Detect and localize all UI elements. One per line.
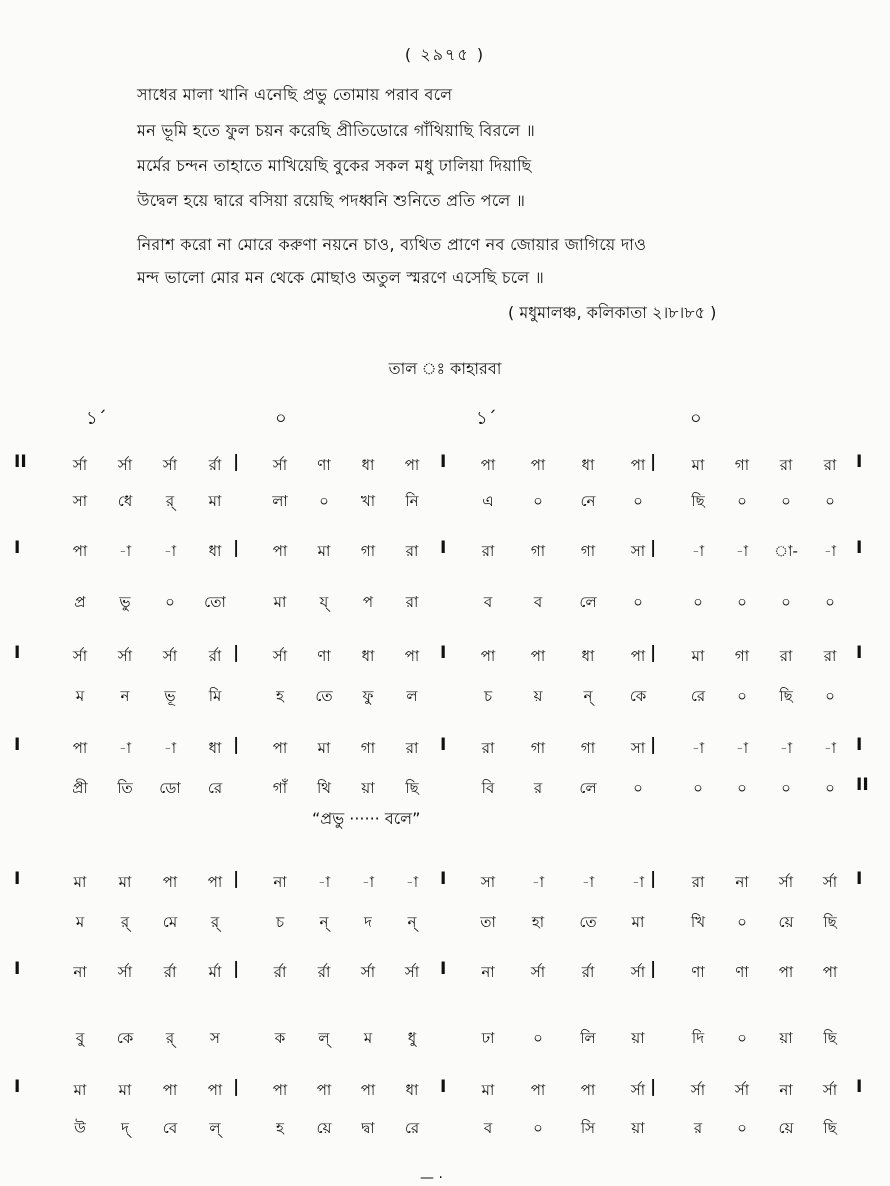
syllable-cell: ০ (825, 593, 835, 611)
syllable-cell: ০ (825, 779, 835, 797)
note-cell: ণা (317, 456, 331, 474)
words-line (28, 1113, 868, 1143)
syllable-cell: রে (690, 687, 706, 705)
syllable-cell: র্ (165, 492, 175, 510)
note-cell: -া (779, 739, 793, 757)
syllable-cell: এ (482, 492, 494, 510)
syllable-cell: র্ (120, 913, 130, 931)
note-cell: সা (630, 739, 646, 757)
note-cell: -া (531, 873, 545, 891)
note-cell: মা (118, 873, 132, 891)
syllable-cell: হা (531, 913, 545, 931)
syllable-cell: লে (579, 593, 597, 611)
note-cell: র্সা (117, 456, 133, 474)
bar-line: I (440, 1077, 447, 1097)
syllable-cell: দ্ (121, 1119, 129, 1137)
syllable-cell: খা (360, 492, 376, 510)
bar-line: I (440, 959, 447, 979)
row-start-bar: I (14, 538, 21, 558)
syllable-cell: ধু (407, 1029, 417, 1047)
syllable-cell: ০ (533, 1029, 543, 1047)
note-cell: -া (118, 739, 132, 757)
bar-line: | (650, 869, 657, 889)
bar-line: | (233, 869, 240, 889)
lyric-line-6: মন্দ ভালো মোর মন থেকে মোছাও অতুল স্মরণে এসেছি চলে ॥ (137, 268, 545, 287)
words-line (28, 587, 868, 617)
note-cell: র্সা (117, 647, 133, 665)
syllable-cell: র (533, 779, 543, 797)
note-cell: -া (581, 873, 595, 891)
row-start-bar: I (14, 643, 21, 663)
bar-line: | (233, 643, 240, 663)
note-cell: ণা (691, 963, 705, 981)
note-cell: র্মা (208, 963, 222, 981)
row-start-bar: I (14, 735, 21, 755)
note-cell: পা (822, 963, 838, 981)
syllable-cell: মা (208, 492, 222, 510)
syllable-cell: রা (405, 593, 419, 611)
bar-line: I (440, 869, 447, 889)
syllable-cell: ০ (781, 779, 791, 797)
syllable-cell: স (210, 1029, 220, 1047)
note-cell: -া (317, 873, 331, 891)
note-cell: সা (630, 542, 646, 560)
syllable-cell: ০ (781, 593, 791, 611)
syllable-cell: ম (363, 1029, 373, 1047)
notes-line (14, 1075, 868, 1105)
syllable-cell: গাঁ (272, 779, 288, 797)
words-line (28, 907, 868, 937)
syllable-cell: য়া (631, 1029, 645, 1047)
note-cell: পা (162, 1081, 178, 1099)
note-cell: রা (481, 739, 495, 757)
syllable-cell: ০ (737, 492, 747, 510)
note-cell: র্সা (404, 963, 420, 981)
syllable-cell: বু (75, 1029, 85, 1047)
syllable-cell: লে (579, 779, 597, 797)
syllable-cell: ল (406, 687, 418, 705)
note-cell: র্রা (208, 647, 222, 665)
note-cell: না (73, 963, 87, 981)
tal-heading: তাল ঃ কাহারবা (388, 359, 502, 378)
words-line (28, 486, 868, 516)
syllable-cell: মা (631, 913, 645, 931)
note-cell: গা (734, 456, 750, 474)
syllable-cell: ০ (737, 779, 747, 797)
bar-line: | (233, 452, 240, 472)
note-cell: পা (404, 647, 420, 665)
syllable-cell: সা (72, 492, 88, 510)
page-bottom-mark: — · (420, 1170, 443, 1186)
note-cell: র্রা (163, 963, 177, 981)
note-cell: -া (735, 739, 749, 757)
syllable-cell: ফু (362, 687, 374, 705)
syllable-cell: ধে (117, 492, 133, 510)
bar-line: I (440, 538, 447, 558)
syllable-cell: ভূ (164, 687, 176, 705)
note-cell: পা (530, 647, 546, 665)
note-cell: ধা (405, 1081, 419, 1099)
note-cell: -া (163, 542, 177, 560)
note-cell: পা (316, 1081, 332, 1099)
page-number: ( ২৯৭৫ ) (404, 45, 486, 64)
syllable-cell: প্র (74, 593, 86, 611)
notes-line (14, 450, 868, 480)
syllable-cell: ব (533, 593, 543, 611)
note-cell: রা (823, 647, 837, 665)
lyric-line-1: সাধের মালা খানি এনেছি প্রভু তোমায় পরাব বলে (137, 85, 453, 104)
lyric-line-5: নিরাশ করো না মোরে করুণা নয়নে চাও, ব্যথিত প্রাণে নব জোয়ার জাগিয়ে দাও (137, 235, 647, 254)
note-cell: ধা (208, 739, 222, 757)
note-cell: র্সা (117, 963, 133, 981)
syllable-cell: ০ (165, 593, 175, 611)
row-start-bar: I (14, 959, 21, 979)
syllable-cell: দ (364, 913, 372, 931)
syllable-cell: বি (481, 779, 495, 797)
bar-line: I (856, 452, 863, 472)
syllable-cell: নে (580, 492, 596, 510)
syllable-cell: সি (580, 1119, 596, 1137)
note-cell: -া (361, 873, 375, 891)
bar-line: | (650, 452, 657, 472)
note-cell: গা (530, 542, 546, 560)
syllable-cell: য়ে (778, 1119, 794, 1137)
note-cell: পা (530, 456, 546, 474)
note-cell: ধা (581, 456, 595, 474)
syllable-cell: ছি (823, 1029, 837, 1047)
syllable-cell: ন্ (583, 687, 593, 705)
note-cell: র্সা (690, 1081, 706, 1099)
notes-line (14, 733, 868, 763)
notes-line (14, 536, 868, 566)
syllable-cell: ০ (533, 1119, 543, 1137)
note-cell: মা (73, 873, 87, 891)
syllable-cell: ব (483, 593, 493, 611)
note-cell: মা (481, 1081, 495, 1099)
note-cell: ধা (581, 647, 595, 665)
note-cell: মা (317, 542, 331, 560)
syllable-cell: ০ (533, 492, 543, 510)
syllable-cell: প্রী (72, 779, 88, 797)
beat-mark-1: ১´ (86, 408, 107, 429)
syllable-cell: য় (533, 687, 543, 705)
note-cell: র্সা (360, 963, 376, 981)
note-cell: গা (530, 739, 546, 757)
note-cell: পা (480, 647, 496, 665)
syllable-cell: ০ (633, 779, 643, 797)
syllable-cell: য়া (361, 779, 375, 797)
words-line (28, 681, 868, 711)
note-cell: পা (272, 1081, 288, 1099)
note-cell: রা (481, 542, 495, 560)
syllable-cell: তে (579, 913, 597, 931)
note-cell: র্সা (162, 456, 178, 474)
note-cell: না (735, 873, 749, 891)
syllable-cell: ন্ (319, 913, 329, 931)
note-cell: র্সা (272, 647, 288, 665)
note-cell: গা (580, 739, 596, 757)
syllable-cell: প (362, 593, 374, 611)
note-cell: পা (72, 739, 88, 757)
syllable-cell: ০ (737, 593, 747, 611)
note-cell: র্রা (273, 963, 287, 981)
bar-line: | (233, 735, 240, 755)
note-cell: ধা (361, 647, 375, 665)
beat-mark-3: ১´ (476, 408, 497, 429)
syllable-cell: তা (480, 913, 496, 931)
syllable-cell: চ (275, 913, 285, 931)
note-cell: ধা (361, 456, 375, 474)
note-cell: ধা (208, 542, 222, 560)
note-cell: পা (162, 873, 178, 891)
note-cell: পা (72, 542, 88, 560)
syllable-cell: লি (580, 1029, 596, 1047)
note-cell: গা (734, 647, 750, 665)
note-cell: -া (691, 739, 705, 757)
bar-line: I (856, 538, 863, 558)
note-cell: না (273, 873, 287, 891)
note-cell: র্সা (530, 963, 546, 981)
note-cell: রা (823, 456, 837, 474)
syllable-cell: য়ে (778, 913, 794, 931)
note-cell: র্সা (72, 456, 88, 474)
note-cell: -া (823, 542, 837, 560)
syllable-cell: বে (162, 1119, 178, 1137)
chorus-marker: “প্রভু ······ বলে” (312, 809, 421, 828)
bar-line: I (856, 869, 863, 889)
note-cell: া- (774, 542, 798, 560)
note-cell: মা (691, 647, 705, 665)
note-cell: সা (480, 873, 496, 891)
syllable-cell: মি (208, 687, 222, 705)
note-cell: র্সা (822, 873, 838, 891)
syllable-cell: ল্ (209, 1119, 221, 1137)
syllable-cell: ০ (825, 492, 835, 510)
note-cell: পা (272, 542, 288, 560)
note-cell: পা (530, 1081, 546, 1099)
notes-line (14, 641, 868, 671)
note-cell: -া (735, 542, 749, 560)
syllable-cell: ০ (319, 492, 329, 510)
syllable-cell: রে (404, 1119, 420, 1137)
note-cell: পা (778, 963, 794, 981)
bar-line: | (233, 1077, 240, 1097)
note-cell: মা (118, 1081, 132, 1099)
bar-line: I (856, 735, 863, 755)
note-cell: রা (691, 873, 705, 891)
bar-line: | (650, 959, 657, 979)
syllable-cell: খি (690, 913, 706, 931)
syllable-cell: ০ (825, 687, 835, 705)
syllable-cell: ০ (737, 913, 747, 931)
syllable-cell: দ্বা (361, 1119, 375, 1137)
syllable-cell: ম (75, 687, 85, 705)
note-cell: গা (360, 739, 376, 757)
note-cell: র্সা (630, 1081, 646, 1099)
syllable-cell: তে (315, 687, 333, 705)
note-cell: পা (404, 456, 420, 474)
syllable-cell: য্ (319, 593, 329, 611)
syllable-cell: য়ে (316, 1119, 332, 1137)
bar-line: | (650, 643, 657, 663)
syllable-cell: ডো (159, 779, 181, 797)
row-end-mark: II (856, 775, 869, 795)
note-cell: -া (405, 873, 419, 891)
syllable-cell: মে (162, 913, 178, 931)
note-cell: পা (630, 647, 646, 665)
bar-line: | (650, 1077, 657, 1097)
note-cell: -া (631, 873, 645, 891)
syllable-cell: তো (204, 593, 226, 611)
bar-line: I (440, 735, 447, 755)
syllable-cell: ক (274, 1029, 286, 1047)
note-cell: ণা (317, 647, 331, 665)
note-cell: র্সা (822, 1081, 838, 1099)
syllable-cell: হ (276, 1119, 284, 1137)
syllable-cell: ন (120, 687, 130, 705)
note-cell: পা (207, 1081, 223, 1099)
note-cell: র্সা (272, 456, 288, 474)
syllable-cell: লা (272, 492, 288, 510)
note-cell: মা (317, 739, 331, 757)
syllable-cell: ন্ (407, 913, 417, 931)
syllable-cell: কে (116, 1029, 134, 1047)
syllable-cell: হ (276, 687, 284, 705)
source-citation: ( মধুমালঞ্চ, কলিকাতা ২।৮।৮৫ ) (508, 303, 717, 322)
syllable-cell: র্ (165, 1029, 175, 1047)
note-cell: ণা (735, 963, 749, 981)
note-cell: পা (480, 456, 496, 474)
syllable-cell: ০ (781, 492, 791, 510)
note-cell: র্সা (630, 963, 646, 981)
note-cell: রা (405, 542, 419, 560)
note-cell: রা (779, 647, 793, 665)
syllable-cell: ব (483, 1119, 493, 1137)
syllable-cell: য়া (779, 1029, 793, 1047)
words-line (28, 1023, 868, 1053)
note-cell: র্রা (317, 963, 331, 981)
syllable-cell: দি (691, 1029, 705, 1047)
syllable-cell: র (693, 1119, 703, 1137)
syllable-cell: ছি (405, 779, 419, 797)
syllable-cell: তি (117, 779, 133, 797)
syllable-cell: নি (405, 492, 419, 510)
beat-mark-2: ০ (275, 408, 287, 429)
syllable-cell: র্ (210, 913, 220, 931)
syllable-cell: কে (629, 687, 647, 705)
note-cell: র্সা (778, 873, 794, 891)
bar-line: I (440, 452, 447, 472)
syllable-cell: মা (273, 593, 287, 611)
syllable-cell: ০ (737, 687, 747, 705)
row-start-bar: II (14, 452, 27, 472)
note-cell: গা (360, 542, 376, 560)
note-cell: র্সা (162, 647, 178, 665)
syllable-cell: থি (316, 779, 331, 797)
syllable-cell: য়া (631, 1119, 645, 1137)
syllable-cell: ০ (633, 593, 643, 611)
note-cell: মা (691, 456, 705, 474)
syllable-cell: রে (207, 779, 223, 797)
lyric-line-4: উদ্বেল হয়ে দ্বারে বসিয়া রয়েছি পদধ্বনি শুনিতে প্রতি পলে ॥ (137, 191, 526, 210)
beat-mark-4: ০ (690, 408, 702, 429)
notes-line (14, 957, 868, 987)
note-cell: রা (779, 456, 793, 474)
syllable-cell: ল্ (318, 1029, 330, 1047)
bar-line: I (856, 1077, 863, 1097)
words-line (28, 773, 868, 803)
syllable-cell: ছি (823, 913, 837, 931)
note-cell: র্রা (581, 963, 595, 981)
bar-line: | (233, 538, 240, 558)
note-cell: -া (823, 739, 837, 757)
note-cell: রা (405, 739, 419, 757)
note-cell: পা (272, 739, 288, 757)
note-cell: -া (691, 542, 705, 560)
note-cell: না (481, 963, 495, 981)
lyric-line-3: মর্মের চন্দন তাহাতে মাখিয়েছি বুকের সকল মধু ঢালিয়া দিয়াছি (137, 156, 532, 175)
syllable-cell: উ (74, 1119, 86, 1137)
syllable-cell: ০ (693, 593, 703, 611)
syllable-cell: ০ (633, 492, 643, 510)
note-cell: না (779, 1081, 793, 1099)
bar-line: I (856, 643, 863, 663)
note-cell: পা (580, 1081, 596, 1099)
bar-line: | (650, 538, 657, 558)
syllable-cell: ভু (119, 593, 131, 611)
note-cell: পা (630, 456, 646, 474)
bar-line: I (440, 643, 447, 663)
note-cell: র্রা (208, 456, 222, 474)
syllable-cell: ঢা (481, 1029, 495, 1047)
syllable-cell: ০ (737, 1029, 747, 1047)
row-start-bar: I (14, 869, 21, 889)
syllable-cell: ম (75, 913, 85, 931)
syllable-cell: ০ (693, 779, 703, 797)
syllable-cell: চ (483, 687, 493, 705)
note-cell: গা (580, 542, 596, 560)
note-cell: -া (163, 739, 177, 757)
syllable-cell: ছি (823, 1119, 837, 1137)
syllable-cell: ছি (779, 687, 793, 705)
syllable-cell: ছি (691, 492, 705, 510)
bar-line: | (233, 959, 240, 979)
note-cell: -া (118, 542, 132, 560)
row-start-bar: I (14, 1077, 21, 1097)
bar-line: | (650, 735, 657, 755)
note-cell: র্সা (734, 1081, 750, 1099)
note-cell: পা (207, 873, 223, 891)
notes-line (14, 867, 868, 897)
note-cell: পা (360, 1081, 376, 1099)
syllable-cell: ০ (737, 1119, 747, 1137)
lyric-line-2: মন ভূমি হতে ফুল চয়ন করেছি প্রীতিডোরে গাঁথিয়াছি বিরলে ॥ (137, 121, 536, 140)
note-cell: মা (73, 1081, 87, 1099)
note-cell: র্সা (72, 647, 88, 665)
